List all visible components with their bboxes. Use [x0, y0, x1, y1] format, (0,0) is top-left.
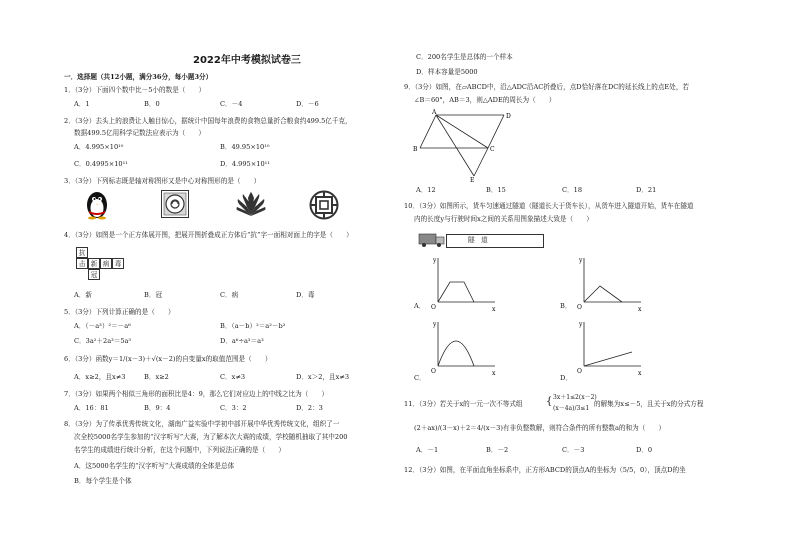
- q12-stem: 12．（3分）如图，在平面直角坐标系中，正方形ABCD的顶点A的坐标为（5/5，0），顶点D的坐: [404, 466, 686, 474]
- graph-c-label: C．: [414, 374, 426, 382]
- tunnel-label: 隧 道: [468, 236, 488, 244]
- graph-d: [566, 318, 646, 376]
- graph-d-y-label: y: [579, 321, 583, 328]
- q9-opt-d: D．21: [636, 186, 657, 194]
- graph-b-label: B．: [560, 302, 572, 310]
- q10-stem-line2: 内的长度y与行驶时间x之间的关系用图象描述大致是（ ）: [414, 215, 593, 223]
- graph-c-y-label: y: [433, 321, 437, 328]
- q8-stem-line2: 次全校5000名学生参加的“汉字听写”大赛，为了解本次大赛的成绩，学校随机抽取了其中200: [74, 433, 348, 441]
- q9-opt-a: A．12: [416, 186, 436, 194]
- penguin-logo-icon: [84, 190, 110, 220]
- q7-stem: 7．（3分）如果两个相似三角形的面积比是4：9，那么它们对应边上的中线之比为（ ）: [64, 390, 329, 398]
- q8-opt-c: C．200名学生是总体的一个样本: [416, 53, 513, 61]
- q4-opt-c: C．病: [220, 291, 239, 299]
- q9-stem-line1: 9．（3分）如图，在▱ABCD中，沿△ADC沿AC折叠后，点D恰好落在DC的延长线上的点E处，若: [404, 83, 690, 91]
- disc-logo-icon: [161, 190, 189, 218]
- q8-opt-a: A．这5000名学生的“汉字听写”大赛成绩的全体是总体: [74, 462, 235, 470]
- q2-opt-c: C．0.4995×10¹¹: [74, 160, 128, 168]
- graph-c-origin: O: [431, 368, 436, 375]
- q3-stem: 3．（3分）下列标志既是轴对称图形又是中心对称图形的是（ ）: [64, 177, 261, 185]
- truck-icon: [418, 232, 446, 248]
- q4-stem: 4．（3分）如图是一个正方体展开图，把展开图折叠成正方体后“抗”字一面相对面上的字是（ ）: [64, 231, 353, 239]
- q9-stem-line2: ∠B＝60°，AB＝3，则△ADE的周长为（ ）: [414, 96, 556, 104]
- q11-opt-b: B．－2: [486, 446, 509, 454]
- q5-stem: 5．（3分）下列计算正确的是（ ）: [64, 308, 175, 316]
- q1-opt-c: C．－4: [220, 100, 243, 108]
- huawei-logo-icon: [236, 190, 266, 218]
- q11-stem-line1b: 的解集为x≤－5，且关于x的分式方程: [594, 400, 704, 408]
- bank-logo-icon: [309, 190, 339, 220]
- q4-opt-b: B．冠: [144, 291, 163, 299]
- q2-stem-line1: 2．（3分）去头上的浪费让人触目惊心，据统计中国每年浪费的食物总量折合粮食约499.5亿千克，: [64, 117, 352, 125]
- net-cell-xin: 新: [88, 258, 100, 269]
- graph-b-origin: O: [577, 304, 582, 311]
- graph-c-x-label: x: [492, 370, 496, 377]
- q11-stem-line2: (2＋ax)/(3－x)＋2＝4/(x－3)有非负整数解，则符合条件的所有整数a的和为（ ）: [414, 424, 666, 432]
- section-heading: 一．选择题（共12小题，满分36分，每小题3分）: [64, 73, 213, 81]
- q9-opt-c: C．18: [562, 186, 583, 194]
- tunnel-box: [446, 234, 544, 248]
- q5-opt-b: B．（a－b）²＝a²－b²: [220, 322, 286, 330]
- q1-opt-a: A．1: [74, 100, 90, 108]
- point-c-label: C: [490, 146, 495, 153]
- graph-a: [420, 254, 500, 312]
- q7-opt-c: C．3：2: [220, 404, 247, 412]
- q5-opt-d: D．a⁶÷a³＝a³: [220, 337, 264, 345]
- parallelogram-figure: [412, 110, 522, 182]
- q8-stem-line3: 名学生的成绩进行统计分析，在这个问题中，下列说法正确的是（ ）: [74, 446, 285, 454]
- q6-opt-d: D．x＞2，且x≠3: [296, 373, 350, 381]
- q7-opt-b: B．9：4: [144, 404, 171, 412]
- q8-stem-line1: 8．（3分）为了传承优秀传统文化，湖南广益实验中学初中部开展中华优秀传统文化，组织了一: [64, 420, 340, 428]
- graph-a-y-label: y: [433, 257, 437, 264]
- q5-opt-c: C．3a²＋2a³＝5a⁵: [74, 337, 132, 345]
- q6-opt-a: A．x≥2，且x≠3: [74, 373, 126, 381]
- net-cell-ji: 击: [76, 258, 88, 269]
- q6-stem: 6．（3分）函数y＝1/(x－3)＋√(x－2)的自变量x的取值范围是（ ）: [64, 355, 272, 363]
- graph-c: [420, 318, 500, 376]
- point-d-label: D: [506, 113, 511, 120]
- q2-stem-line2: 数据499.5亿用科学记数法应表示为（ ）: [74, 129, 205, 137]
- graph-b-y-label: y: [579, 257, 583, 264]
- net-cell-kang: 抗: [76, 247, 88, 258]
- q1-opt-d: D．－6: [296, 100, 319, 108]
- q8-opt-d: D．样本容量是5000: [416, 68, 478, 76]
- q7-opt-d: D．2：3: [296, 404, 323, 412]
- q2-opt-b: B．49.95×10¹⁰: [220, 143, 270, 151]
- point-a-label: A: [432, 109, 437, 116]
- system-line1: 3x＋1≤2(x－2): [553, 394, 597, 401]
- q11-stem-line1: 11．（3分）若关于x的一元一次不等式组: [404, 400, 523, 408]
- q9-opt-b: B．15: [486, 186, 506, 194]
- q11-opt-d: D．0: [636, 446, 653, 454]
- graph-a-origin: O: [431, 304, 436, 311]
- graph-d-x-label: x: [638, 370, 642, 377]
- net-cell-guan: 冠: [88, 269, 100, 280]
- graph-b: [566, 254, 646, 312]
- net-cell-du: 毒: [112, 258, 124, 269]
- q6-opt-b: B．x≥2: [144, 373, 169, 381]
- q4-opt-d: D．毒: [296, 291, 315, 299]
- q11-opt-c: C．－3: [562, 446, 585, 454]
- system-line2: (x－4a)/3≤1: [553, 405, 590, 412]
- q10-stem-line1: 10．（3分）如图所示，货车匀速通过隧道（隧道长大于货车长），从货车进入隧道开始，货车在隧道: [404, 202, 694, 210]
- net-cell-bing: 病: [100, 258, 112, 269]
- q11-opt-a: A．－1: [416, 446, 439, 454]
- q1-stem: 1．（3分）下面四个数中比－5小的数是（ ）: [64, 86, 206, 94]
- graph-b-x-label: x: [638, 306, 642, 313]
- q7-opt-a: A．16：81: [74, 404, 109, 412]
- page-title: 2022年中考模拟试卷三: [193, 55, 301, 66]
- graph-d-label: D．: [560, 374, 572, 382]
- graph-d-origin: O: [577, 368, 582, 375]
- q1-opt-b: B．0: [144, 100, 160, 108]
- point-e-label: E: [470, 177, 475, 184]
- q4-opt-a: A．新: [74, 291, 92, 299]
- q6-opt-c: C．x≠3: [220, 373, 246, 381]
- point-b-label: B: [413, 146, 418, 153]
- graph-a-x-label: x: [492, 306, 496, 313]
- q2-opt-d: D．4.995×10¹¹: [220, 160, 270, 168]
- q8-opt-b: B．每个学生是个体: [74, 477, 132, 485]
- q2-opt-a: A．4.995×10¹⁰: [74, 143, 124, 151]
- system-brace: {: [546, 396, 553, 407]
- q5-opt-a: A．（－a³）²＝－a⁶: [74, 322, 131, 330]
- graph-a-label: A．: [414, 302, 426, 310]
